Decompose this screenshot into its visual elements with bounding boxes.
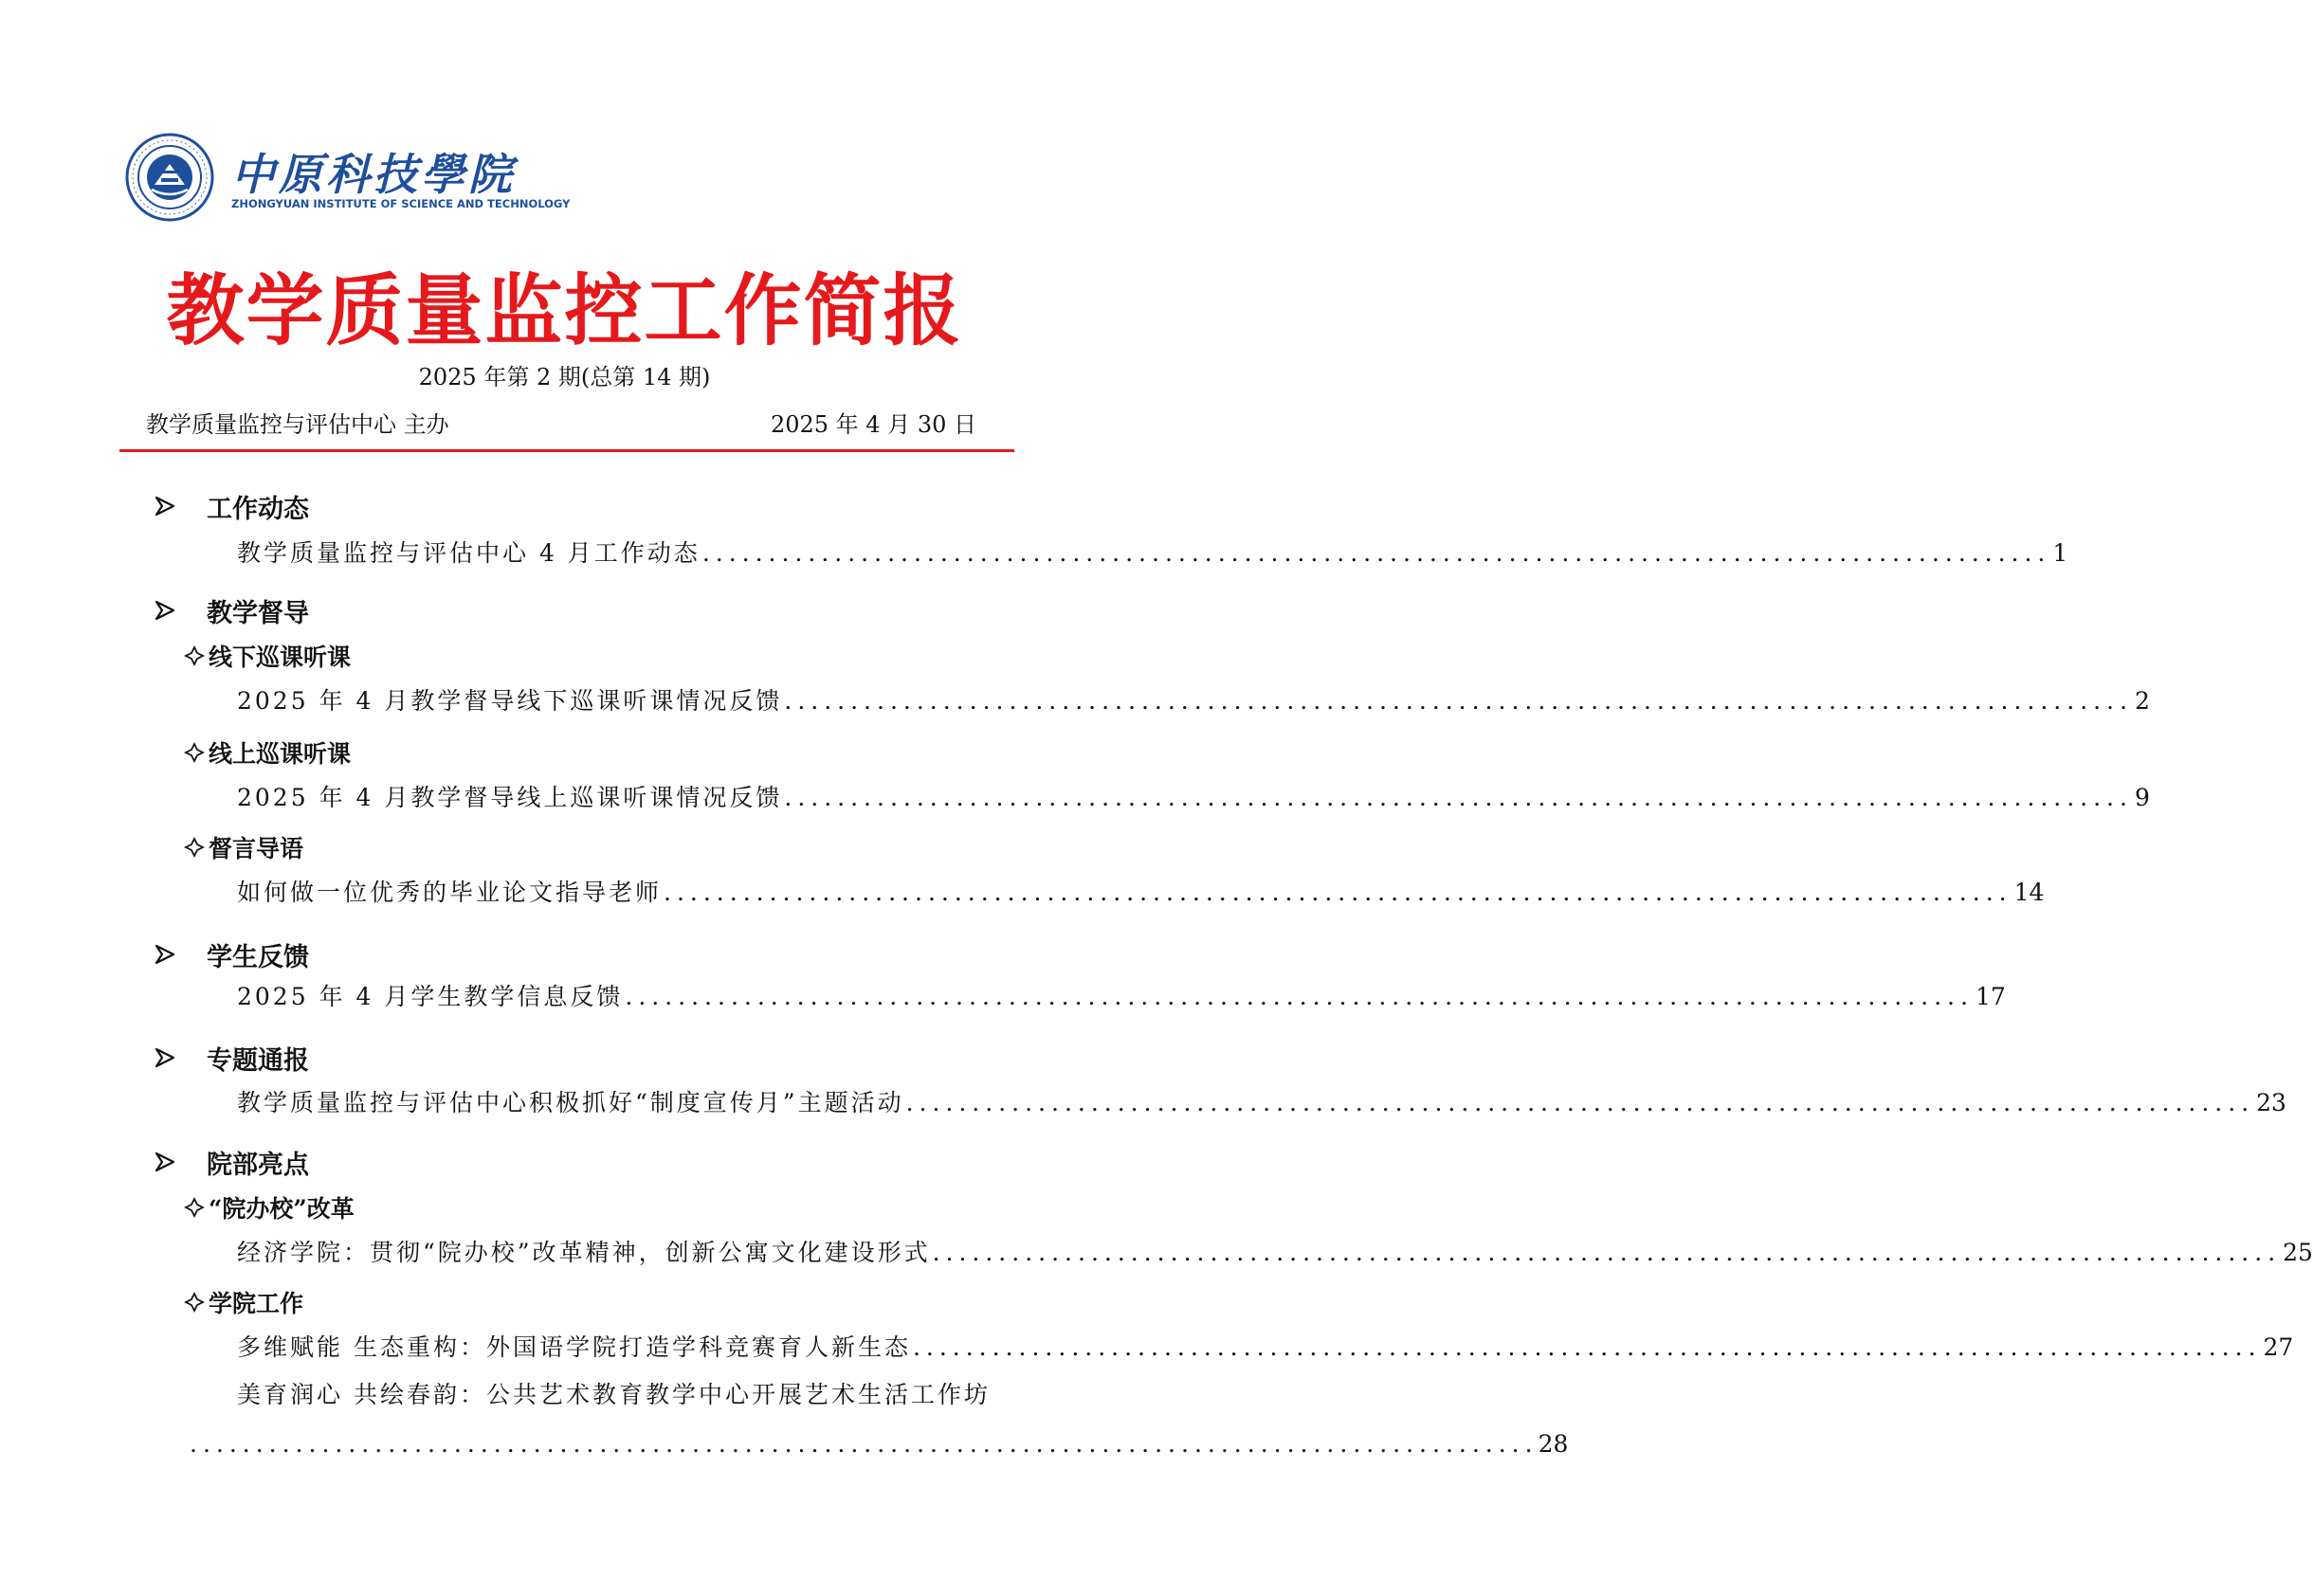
toc-subsection-online-inspection[interactable] bbox=[184, 735, 351, 770]
school-name-cn: 中原科技學院 bbox=[231, 149, 516, 200]
section-title: 教学督导 bbox=[207, 598, 309, 628]
toc-entry[interactable] bbox=[237, 536, 2068, 571]
toc-entry[interactable] bbox=[237, 781, 2150, 815]
page-number: 1 bbox=[2052, 539, 2068, 567]
dot-leader: ...................................................................................................... bbox=[664, 879, 2012, 906]
dot-leader: ...................................................................................................... bbox=[701, 539, 2051, 567]
dot-leader: ...................................................................................................... bbox=[912, 1333, 2262, 1361]
arrow-bullet-icon bbox=[154, 495, 176, 517]
toc-section-teaching-supervision[interactable] bbox=[154, 591, 309, 629]
toc-subsection-college-work[interactable] bbox=[184, 1285, 303, 1319]
page-number: 27 bbox=[2263, 1333, 2294, 1361]
toc-subsection-college-reform[interactable] bbox=[184, 1190, 355, 1224]
subsection-title: 线上巡课听课 bbox=[209, 740, 352, 768]
dot-leader: ...................................................................................................... bbox=[784, 784, 2133, 811]
entry-title: 教学质量监控与评估中心积极抓好“制度宣传月”主题活动 bbox=[237, 1089, 904, 1116]
toc-section-special-report[interactable] bbox=[154, 1039, 309, 1077]
toc-subsection-supervisor-words[interactable] bbox=[184, 830, 303, 864]
school-name-en: ZHONGYUAN INSTITUTE OF SCIENCE AND TECHNOLOGY bbox=[231, 197, 571, 210]
section-title: 学生反馈 bbox=[207, 942, 309, 972]
red-divider bbox=[119, 449, 1014, 452]
dot-leader: ...................................................................................................... bbox=[905, 1089, 2255, 1116]
dot-leader: ...................................................................................................... bbox=[190, 1430, 1539, 1458]
page-number: 9 bbox=[2134, 784, 2150, 811]
toc-entry[interactable] bbox=[237, 1086, 2286, 1120]
arrow-bullet-icon bbox=[154, 1046, 176, 1069]
school-seal-icon bbox=[125, 133, 214, 222]
page-number: 25 bbox=[2283, 1239, 2313, 1266]
subsection-title: 学院工作 bbox=[209, 1290, 304, 1317]
toc-section-college-highlights[interactable] bbox=[154, 1143, 309, 1181]
entry-title: 多维赋能 生态重构：外国语学院打造学科竞赛育人新生态 bbox=[237, 1333, 911, 1361]
issue-number: 2025 年第 2 期(总第 14 期) bbox=[418, 364, 711, 390]
publish-date: 2025 年 4 月 30 日 bbox=[770, 411, 976, 438]
arrow-bullet-icon bbox=[154, 599, 176, 622]
diamond-bullet-icon bbox=[184, 645, 205, 666]
toc-entry-continuation[interactable] bbox=[190, 1427, 1569, 1461]
school-logo bbox=[125, 133, 571, 227]
page-number: 17 bbox=[1975, 983, 2006, 1010]
toc-entry-wrapped[interactable] bbox=[237, 1378, 1008, 1412]
subsection-title: 线下巡课听课 bbox=[209, 644, 352, 671]
toc-entry[interactable] bbox=[237, 876, 2045, 910]
section-title: 工作动态 bbox=[207, 494, 309, 524]
toc-section-work-news[interactable] bbox=[154, 487, 309, 525]
diamond-bullet-icon bbox=[184, 1197, 205, 1218]
entry-title: 2025 年 4 月教学督导线上巡课听课情况反馈 bbox=[237, 784, 783, 811]
arrow-bullet-icon bbox=[154, 943, 176, 966]
entry-title: 教学质量监控与评估中心 4 月工作动态 bbox=[237, 539, 701, 567]
section-title: 院部亮点 bbox=[207, 1150, 309, 1180]
toc-entry[interactable] bbox=[237, 980, 2006, 1014]
entry-title: 经济学院：贯彻“院办校”改革精神，创新公寓文化建设形式 bbox=[237, 1239, 931, 1266]
organizer: 教学质量监控与评估中心 主办 bbox=[146, 411, 449, 438]
arrow-bullet-icon bbox=[154, 1151, 176, 1173]
dot-leader: ...................................................................................................... bbox=[932, 1239, 2282, 1266]
entry-title: 如何做一位优秀的毕业论文指导老师 bbox=[237, 879, 663, 906]
diamond-bullet-icon bbox=[184, 837, 205, 858]
toc-entry[interactable] bbox=[237, 1331, 2294, 1365]
subsection-title: 督言导语 bbox=[209, 835, 304, 862]
diamond-bullet-icon bbox=[184, 1292, 205, 1313]
page-number: 23 bbox=[2256, 1089, 2286, 1116]
toc-entry[interactable] bbox=[237, 1236, 2313, 1270]
entry-title: 2025 年 4 月教学督导线下巡课听课情况反馈 bbox=[237, 687, 783, 715]
section-title: 专题通报 bbox=[207, 1045, 309, 1076]
page-number: 28 bbox=[1538, 1430, 1569, 1458]
toc-entry[interactable] bbox=[237, 684, 2150, 718]
entry-title: 2025 年 4 月学生教学信息反馈 bbox=[237, 983, 624, 1010]
page-number: 14 bbox=[2013, 879, 2045, 906]
bulletin-title: 教学质量监控工作简报 bbox=[166, 265, 963, 356]
dot-leader: ...................................................................................................... bbox=[625, 983, 1974, 1010]
diamond-bullet-icon bbox=[184, 742, 205, 763]
toc-section-student-feedback[interactable] bbox=[154, 935, 309, 973]
dot-leader: ...................................................................................................... bbox=[784, 687, 2133, 715]
toc-subsection-offline-inspection[interactable] bbox=[184, 639, 351, 673]
entry-title: 美育润心 共绘春韵：公共艺术教育教学中心开展艺术生活工作坊 bbox=[237, 1381, 991, 1408]
subsection-title: “院办校”改革 bbox=[209, 1195, 355, 1223]
page-number: 2 bbox=[2134, 687, 2150, 715]
